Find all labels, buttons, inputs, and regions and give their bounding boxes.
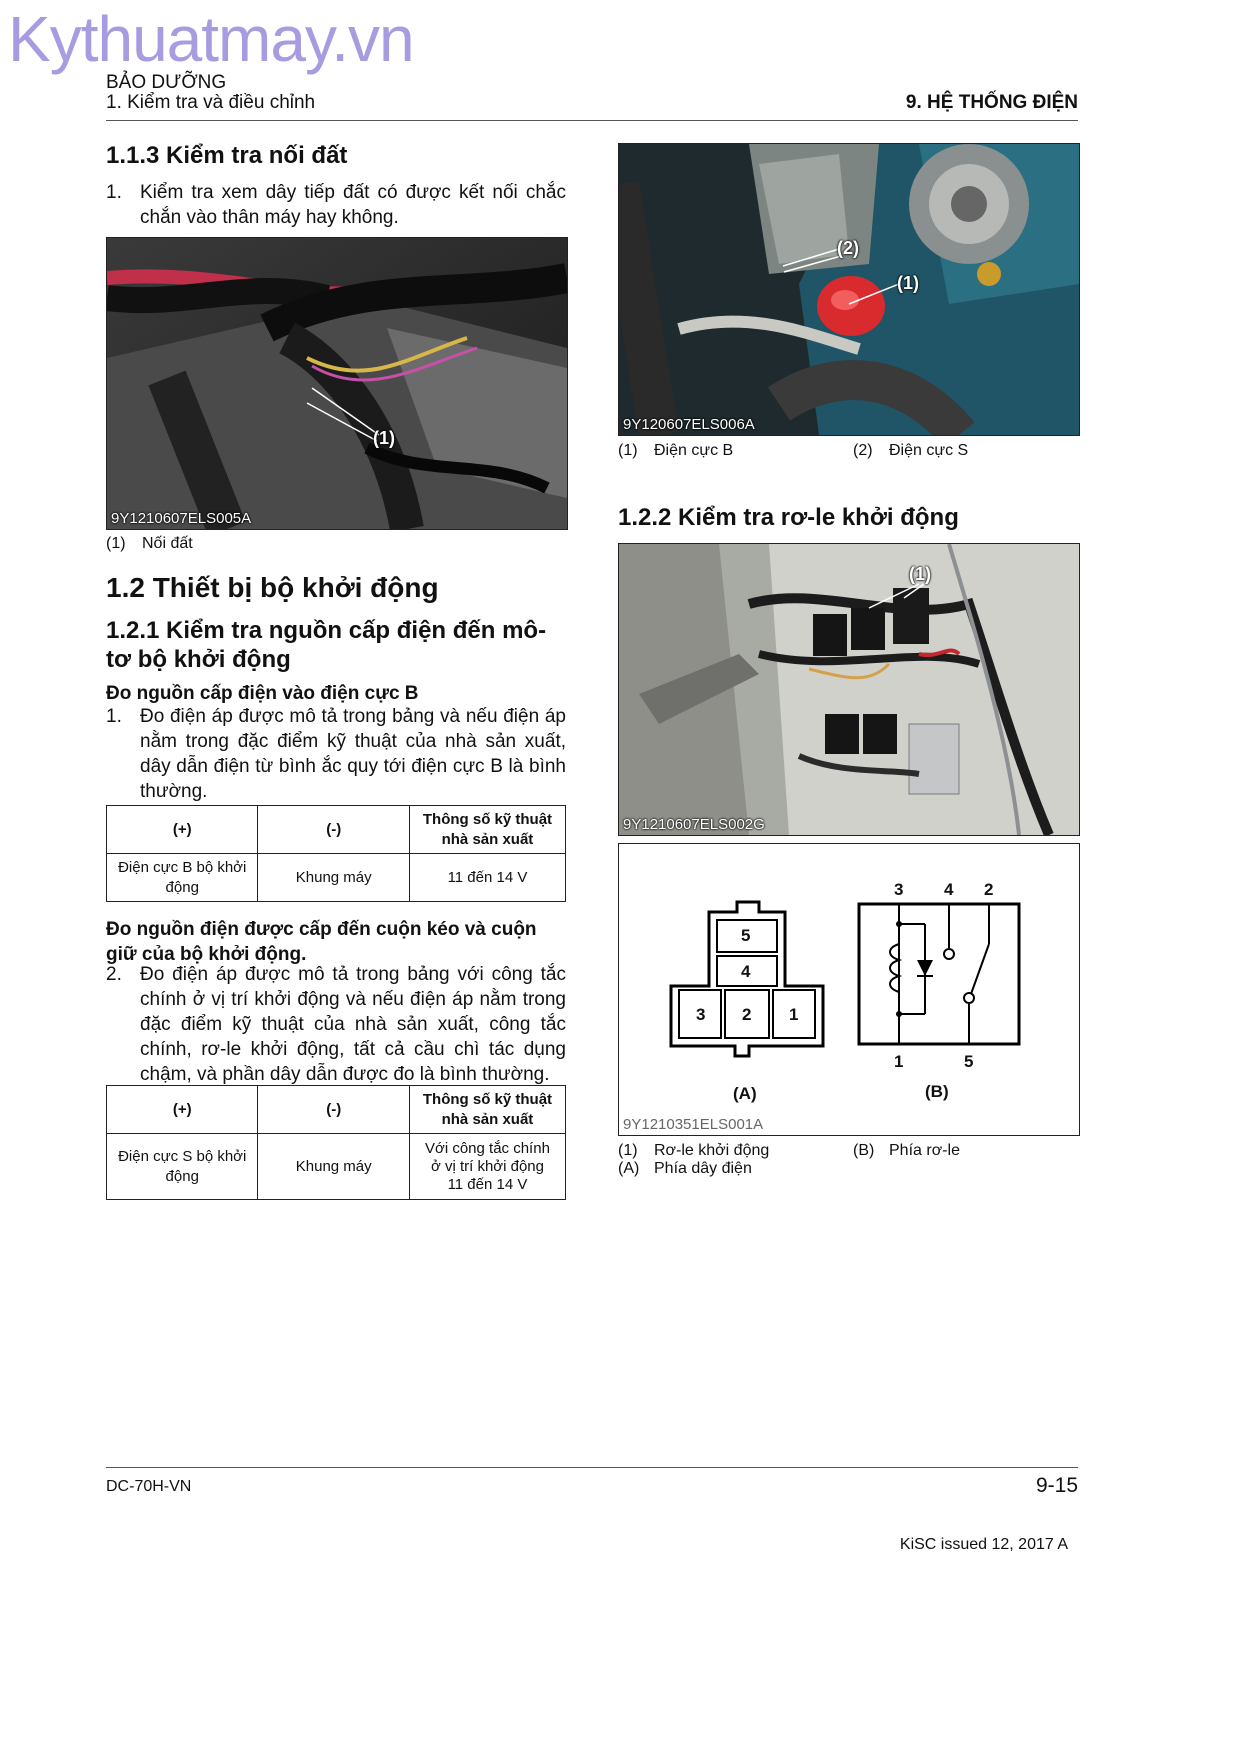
relay-pin-diagram bbox=[618, 843, 1080, 1136]
caption-wiring-side bbox=[618, 1160, 752, 1178]
section-1-2-title: 1.2 Thiết bị bộ khởi động bbox=[106, 572, 439, 603]
table-header-spec: Thông số kỹ thuật nhà sản xuất bbox=[409, 1086, 565, 1134]
terminal-label-5: 5 bbox=[964, 1052, 974, 1071]
pin-label-4: 4 bbox=[741, 962, 751, 981]
footer-page-number: 9-15 bbox=[1035, 1474, 1078, 1497]
step-1-1-3 bbox=[106, 180, 566, 230]
caption-starter-relay bbox=[618, 1142, 769, 1160]
photo-id: 9Y1210607ELS005A bbox=[111, 510, 252, 527]
spec-table-b-terminal bbox=[106, 805, 566, 902]
photo-starter-relay-image bbox=[619, 544, 1079, 835]
section-1-2-2-title: 1.2.2 Kiểm tra rơ-le khởi động bbox=[618, 504, 959, 531]
spec-table-s-terminal bbox=[106, 1085, 566, 1200]
pin-label-3: 3 bbox=[696, 1005, 706, 1024]
table-header-minus: (-) bbox=[258, 1086, 409, 1134]
step-text: Kiểm tra xem dây tiếp đất có được kết nối chắc chắn vào thân máy hay không. bbox=[140, 182, 566, 228]
caption-number: (1) bbox=[618, 442, 638, 459]
header-section: BẢO DƯỠNG bbox=[106, 72, 227, 93]
header-subsection: 1. Kiểm tra và điều chỉnh bbox=[106, 92, 316, 113]
table-cell-plus: Điện cực S bộ khởi động bbox=[107, 1134, 258, 1200]
caption-text: Phía rơ-le bbox=[889, 1142, 960, 1159]
caption-number: (1) bbox=[618, 1142, 638, 1159]
photo-ground-wire bbox=[106, 237, 568, 530]
step-number: 1. bbox=[106, 706, 122, 727]
photo-ground-wire-image bbox=[107, 238, 567, 529]
subheading-pull-hold: Đo nguồn điện được cấp đến cuộn kéo và cuộn giữ của bộ khởi động. bbox=[106, 919, 537, 965]
table-header-plus: (+) bbox=[107, 1086, 258, 1134]
footer-rule bbox=[106, 1467, 1078, 1468]
table-cell-minus: Khung máy bbox=[258, 854, 409, 902]
table-cell-spec bbox=[409, 1134, 565, 1200]
terminal-label-2: 2 bbox=[984, 880, 994, 899]
photo-starter-relay bbox=[618, 543, 1080, 836]
table-cell-plus: Điện cực B bộ khởi động bbox=[107, 854, 258, 902]
callout-1: (1) bbox=[909, 564, 931, 584]
step-text: Đo điện áp được mô tả trong bảng và nếu điện áp nằm trong đặc điểm kỹ thuật của nhà sản xuất, dây dẫn điện từ bình ắc quy tới điện cực B là bình thường. bbox=[140, 706, 566, 802]
subheading-b-terminal: Đo nguồn cấp điện vào điện cực B bbox=[106, 683, 419, 704]
step-1-2-1-1 bbox=[106, 704, 566, 804]
caption-text: Điện cực S bbox=[889, 442, 969, 459]
diagram-label-a: (A) bbox=[733, 1084, 757, 1103]
caption-number: (B) bbox=[853, 1142, 875, 1159]
watermark: Kythuatmay.vn bbox=[8, 3, 414, 75]
diagram-id: 9Y1210351ELS001A bbox=[623, 1116, 764, 1133]
relay-pin-diagram-graphic bbox=[619, 844, 1079, 1135]
callout-1: (1) bbox=[373, 428, 395, 448]
footer-issued: KiSC issued 12, 2017 A bbox=[899, 1536, 1068, 1553]
callout-2: (2) bbox=[837, 238, 859, 258]
step-text: Đo điện áp được mô tả trong bảng với công tắc chính ở vị trí khởi động và nếu điện áp nằm trong đặc điểm kỹ thuật của nhà sản xuất, công tắc chính, rơ-le khởi động, tất cả cầu chì tác dụng chậm, và phần dây dẫn được đo là bình thường. bbox=[140, 964, 566, 1085]
step-number: 1. bbox=[106, 182, 122, 203]
photo-starter-terminals bbox=[618, 143, 1080, 436]
section-1-1-3-title: 1.1.3 Kiểm tra nối đất bbox=[106, 142, 348, 169]
caption-b-terminal bbox=[618, 442, 733, 460]
header-chapter: 9. HỆ THỐNG ĐIỆN bbox=[905, 92, 1078, 113]
table-header-spec: Thông số kỹ thuật nhà sản xuất bbox=[409, 806, 565, 854]
pin-label-1: 1 bbox=[789, 1005, 799, 1024]
table-cell-spec: 11 đến 14 V bbox=[409, 854, 565, 902]
caption-text: Rơ-le khởi động bbox=[654, 1142, 770, 1159]
caption-ground bbox=[106, 535, 193, 553]
spec-line-3: 11 đến 14 V bbox=[447, 1175, 528, 1193]
caption-number: (1) bbox=[106, 535, 126, 552]
table-header-plus: (+) bbox=[107, 806, 258, 854]
pin-label-5: 5 bbox=[741, 926, 751, 945]
pin-label-2: 2 bbox=[742, 1005, 752, 1024]
step-1-2-1-2 bbox=[106, 962, 566, 1087]
terminal-label-3: 3 bbox=[894, 880, 904, 899]
section-1-2-1-title: 1.2.1 Kiểm tra nguồn cấp điện đến mô-tơ bộ khởi động bbox=[106, 617, 547, 673]
caption-s-terminal bbox=[853, 442, 968, 460]
photo-starter-terminals-image bbox=[619, 144, 1079, 435]
terminal-label-4: 4 bbox=[944, 880, 954, 899]
caption-number: (A) bbox=[618, 1160, 640, 1177]
table-header-minus: (-) bbox=[258, 806, 409, 854]
caption-text: Phía dây điện bbox=[654, 1160, 752, 1177]
diagram-label-b: (B) bbox=[925, 1082, 949, 1101]
step-number: 2. bbox=[106, 964, 122, 985]
caption-text: Nối đất bbox=[142, 535, 193, 552]
photo-id: 9Y1210607ELS002G bbox=[623, 816, 765, 833]
caption-number: (2) bbox=[853, 442, 873, 459]
photo-id: 9Y120607ELS006A bbox=[623, 416, 755, 433]
caption-text: Điện cực B bbox=[654, 442, 734, 459]
header-rule bbox=[106, 120, 1078, 121]
footer-doc-code: DC-70H-VN bbox=[106, 1478, 192, 1495]
spec-line-1: Với công tắc chính bbox=[425, 1139, 550, 1157]
caption-relay-side bbox=[853, 1142, 960, 1160]
terminal-label-1: 1 bbox=[894, 1052, 904, 1071]
spec-line-2: ở vị trí khởi động bbox=[430, 1157, 544, 1175]
table-cell-minus: Khung máy bbox=[258, 1134, 409, 1200]
callout-1: (1) bbox=[897, 273, 919, 293]
